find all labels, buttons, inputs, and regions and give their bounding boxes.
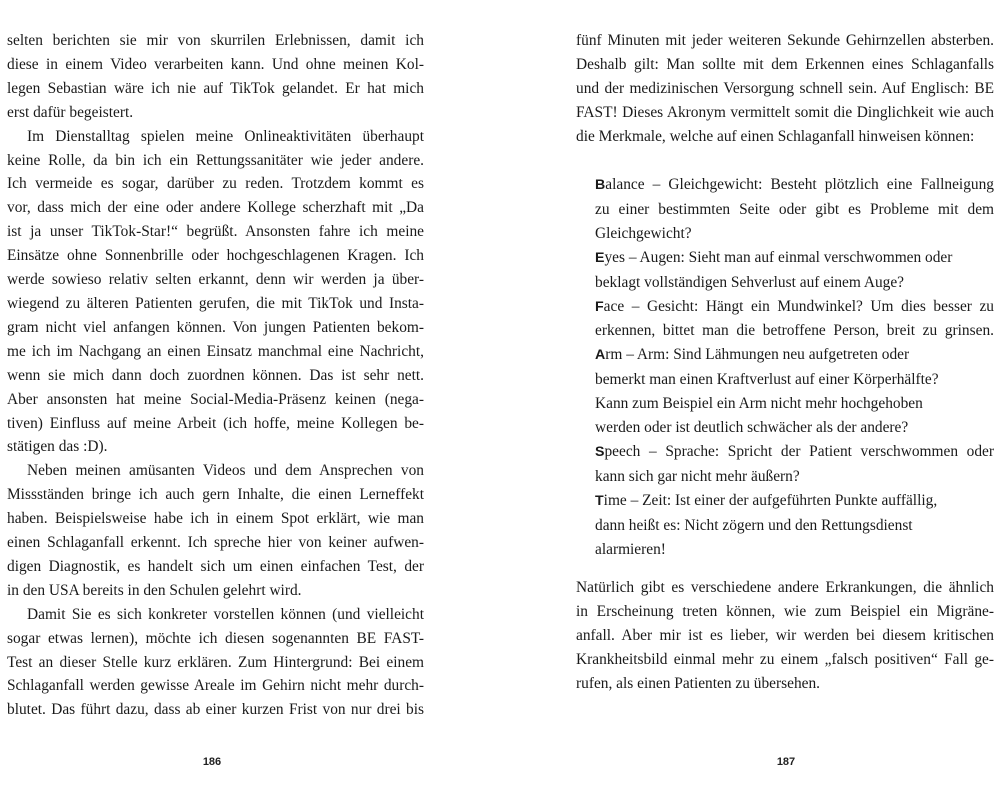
text-line [7, 340, 424, 364]
line-text: me ich im Nachgang an einen Einsatz manchmal eine Nachricht, [7, 342, 424, 360]
right-page-closing [576, 576, 994, 696]
line-text: dann heißt es: Nicht zögern und den Rettungsdienst [595, 516, 913, 534]
text-line [7, 101, 424, 125]
line-text: wenn sie mich dann doch zuordnen können. Das ist sehr nett. [7, 366, 424, 384]
line-text: stätigen das :D). [7, 438, 108, 456]
text-line [7, 220, 424, 244]
text-line [595, 319, 994, 343]
list-item-line [595, 295, 994, 320]
line-text: anfall. Aber mir ist es lieber, wir werden bei diesem kritischen [576, 626, 994, 644]
line-text: Im Dienstalltag spielen meine Onlineaktivitäten überhaupt [27, 127, 424, 145]
line-text: Schlaganfall werden gewisse Areale im Gehirn nicht mehr durch- [7, 677, 424, 695]
text-line [7, 483, 424, 507]
line-text: yes – Augen: Sieht man auf einmal verschwommen oder [604, 248, 953, 266]
line-text: selten berichten sie mir von skurrilen Erlebnissen, damit ich [7, 32, 424, 49]
text-line [7, 507, 424, 531]
line-text: Krankheitsbild einmal mehr zu einem „falsch positiven“ Fall ge- [576, 650, 994, 668]
right-page-intro [576, 29, 994, 149]
text-line [7, 603, 424, 627]
line-text: Aber ansonsten hat meine Social-Media-Präsenz keinen (nega- [7, 390, 424, 408]
line-text: Ich vermeide es sogar, darüber zu reden. Trotzdem kommt es [7, 175, 424, 193]
line-text: Einsätze ohne Sonnenbrille oder hochgeschlagenen Kragen. Ich [7, 247, 424, 265]
line-text: zu einer bestimmten Seite oder gibt es Probleme mit dem [595, 200, 994, 218]
line-text: fünf Minuten mit jeder weiteren Sekunde Gehirnzellen absterben. [576, 32, 994, 49]
acronym-letter: A [595, 347, 606, 364]
text-line [7, 651, 424, 675]
text-line [576, 101, 994, 125]
text-line [7, 196, 424, 220]
line-text: in den USA bereits in den Schulen gelehrt wird. [7, 581, 302, 599]
text-line [576, 77, 994, 101]
line-text: gram nicht viel anfangen können. Von jungen Patienten bekom- [7, 318, 424, 336]
line-text: kann sich gar nicht mehr äußern? [595, 467, 800, 485]
text-line [7, 364, 424, 388]
text-line [576, 576, 994, 600]
text-line [576, 624, 994, 648]
text-line [595, 538, 994, 562]
line-text: peech – Sprache: Spricht der Patient verschwommen oder [604, 442, 994, 460]
line-text: alarmieren! [595, 540, 666, 558]
acronym-letter: F [595, 298, 604, 315]
list-item-line [595, 440, 994, 465]
text-line [7, 268, 424, 292]
line-text: legen Sebastian wäre ich nie auf TikTok gelandet. Er hat mich [7, 79, 424, 97]
text-line [595, 368, 994, 392]
list-item-line [595, 246, 994, 271]
line-text: sogar etwas lernen), möchte ich diesen sogenannten BE FAST- [7, 629, 424, 647]
text-line [595, 392, 994, 416]
text-line [7, 412, 424, 436]
text-line [7, 125, 424, 149]
line-text: tiven) Einfluss auf meine Arbeit (ich hoffe, meine Kollegen be- [7, 414, 424, 432]
line-text: Gleichgewicht? [595, 224, 692, 242]
text-line [576, 53, 994, 77]
text-line [595, 271, 994, 295]
text-line [7, 579, 424, 603]
text-line [7, 555, 424, 579]
text-line [7, 172, 424, 196]
acronym-letter: E [595, 249, 605, 266]
text-line [7, 698, 424, 722]
text-line [7, 149, 424, 173]
text-line [7, 627, 424, 651]
line-text: Neben meinen amüsanten Videos und dem Ansprechen von [27, 462, 424, 480]
line-text: werde sowieso relativ selten erkannt, denn wir werden ja über- [7, 271, 424, 289]
line-text: diese in einem Video verarbeiten kann. Und ohne meinen Kol- [7, 55, 424, 73]
text-line [595, 465, 994, 489]
text-line [7, 316, 424, 340]
line-text: FAST! Dieses Akronym vermittelt somit die Dinglichkeit wie auch [576, 103, 994, 121]
page-number-right: 187 [776, 756, 796, 768]
text-line [7, 77, 424, 101]
text-line [7, 388, 424, 412]
line-text: Test an dieser Stelle kurz erklären. Zum Hintergrund: Bei einem [7, 653, 424, 671]
text-line [576, 125, 994, 149]
acronym-letter: S [595, 443, 605, 460]
text-line [595, 222, 994, 246]
text-line [7, 292, 424, 316]
line-text: Natürlich gibt es verschiedene andere Erkrankungen, die ähnlich [576, 579, 994, 596]
left-page-body [7, 29, 424, 722]
text-line [7, 53, 424, 77]
line-text: Kann zum Beispiel ein Arm nicht mehr hochgehoben [595, 395, 923, 413]
text-line [576, 648, 994, 672]
line-text: Damit Sie es sich konkreter vorstellen können (und vielleicht [27, 605, 424, 623]
text-line [576, 29, 994, 53]
line-text: die Merkmale, welche auf einen Schlaganfall hinweisen können: [576, 127, 975, 145]
line-text: vor, dass mich der eine oder andere Kollege scherzhaft mit „Da [7, 199, 424, 217]
line-text: Deshalb gilt: Man sollte mit dem Erkennen eines Schlaganfalls [576, 55, 994, 73]
line-text: rufen, als einen Patienten zu übersehen. [576, 674, 821, 692]
text-line [7, 531, 424, 555]
line-text: keine Rolle, da bin ich ein Rettungssanitäter wie jeder andere. [7, 151, 424, 169]
line-text: ime – Zeit: Ist einer der aufgeführten Punkte auffällig, [603, 491, 938, 509]
line-text: digen Diagnostik, es handelt sich um einen einfachen Test, der [7, 557, 424, 575]
line-text: erst dafür begeistert. [7, 103, 134, 121]
line-text: Missständen bringe ich auch gern Inhalte, die einen Lerneffekt [7, 486, 424, 504]
text-line [7, 244, 424, 268]
text-line [7, 674, 424, 698]
line-text: in Erscheinung treten können, wie zum Beispiel ein Migräne- [576, 602, 994, 620]
right-page [500, 0, 1000, 800]
line-text: rm – Arm: Sind Lähmungen neu aufgetreten oder [605, 346, 910, 364]
line-text: haben. Beispielsweise habe ich in einem Spot erklärt, wie man [7, 510, 424, 528]
be-fast-list [595, 173, 994, 562]
text-line [576, 672, 994, 696]
line-text: bemerkt man einen Kraftverlust auf einer Körperhälfte? [595, 371, 939, 389]
page-number-left: 186 [202, 756, 222, 768]
line-text: werden oder ist deutlich schwächer als der andere? [595, 419, 909, 437]
line-text: wiegend zu älteren Patienten gerufen, die mit TikTok und Insta- [7, 294, 424, 312]
acronym-letter: T [595, 492, 604, 509]
text-line [7, 29, 424, 53]
text-line [576, 600, 994, 624]
list-item-line [595, 173, 994, 198]
text-line [595, 416, 994, 440]
line-text: alance – Gleichgewicht: Besteht plötzlich eine Fallneigung [605, 176, 994, 193]
line-text: ace – Gesicht: Hängt ein Mundwinkel? Um dies besser zu [603, 297, 994, 315]
line-text: ist ja unser TikTok-Star!“ begrüßt. Ansonsten fahre ich meine [7, 223, 424, 241]
text-line [7, 435, 424, 459]
line-text: erkennen, bittet man die betroffene Person, breit zu grinsen. [595, 322, 994, 340]
acronym-letter: B [595, 177, 606, 193]
list-item-line [595, 343, 994, 368]
line-text: einen Schlaganfall erkennt. Ich spreche hier von keiner aufwen- [7, 534, 424, 552]
text-line [595, 198, 994, 222]
line-text: und der medizinischen Versorgung schnell sein. Auf Englisch: BE [576, 79, 994, 97]
line-text: blutet. Das führt dazu, dass ab einer kurzen Frist von nur drei bis [7, 701, 424, 719]
text-line [595, 514, 994, 538]
line-text: beklagt vollständigen Sehverlust auf einem Auge? [595, 273, 905, 291]
list-item-line [595, 489, 994, 514]
text-line [7, 459, 424, 483]
